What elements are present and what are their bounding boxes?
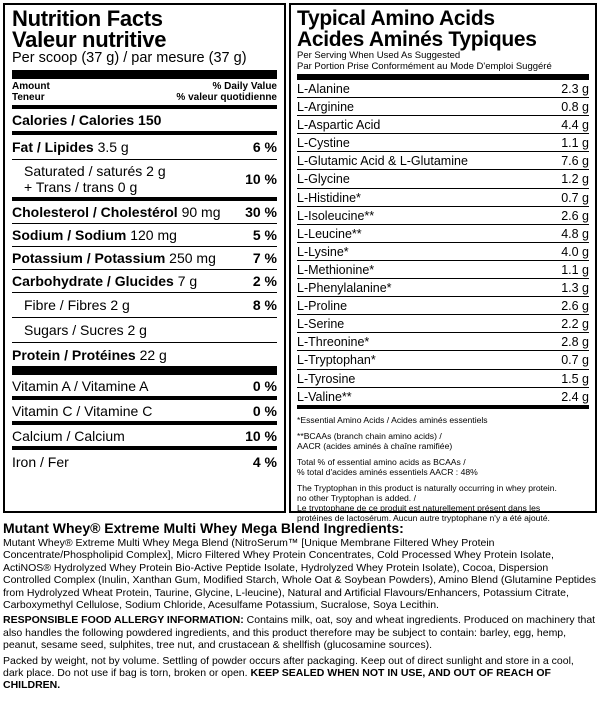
nutrition-title-fr: Valeur nutritive [12, 27, 167, 52]
ingredients-body: Mutant Whey® Extreme Multi Whey Mega Blend (NitroSerum™ [Unique Membrane Filtered Whey Protein Concentrate/Phospholipid Complex], Micro Filtered Whey Protein Concentrates, Cold Processed Whey Protein Isolate, ActiNOS® Hydrolyzed Whey Protein Bio-Active Peptide Isolate, Hydrolyzed Whey Protein Isolate), Cocoa, Dispersion Controlled Complex (Inulin, Xanthan Gum, Modified Starch, Whole Oat & Soybean Powders), Amino Blend (Glutamine Peptides from Hydrolyzed Wheat Protein, Taurine, Glycine, L-leucine), Natural and Artificial Flavours/Enhancers, Potassium Citrate, Carboxymethyl Cellulose, Sodium Chloride, Acesulfame Potassium, Sucralose, Soya Lecithin. [3, 537, 596, 612]
amino-name: L-Leucine** [297, 226, 362, 241]
amino-name: L-Isoleucine** [297, 208, 375, 223]
protein-amount: 22 g [139, 346, 167, 363]
amino-value: 1.1 g [561, 136, 589, 151]
amino-row [297, 315, 589, 333]
footnote-essential: *Essential Amino Acids / Acides aminés essentiels [297, 414, 488, 425]
amino-name: L-Lysine* [297, 244, 349, 259]
amino-name: L-Methionine* [297, 262, 375, 277]
amino-value: 2.4 g [561, 389, 589, 404]
carbohydrate-row [12, 270, 277, 293]
amino-name: L-Tryptophan* [297, 353, 376, 368]
trans-line: + Trans / trans 0 g [24, 178, 138, 195]
allergy-body: Contains milk, oat, soy and wheat ingredients. Produced on machinery that also handles the following powdered ingredients, and this product therefore may be subject to contain: barley, egg, hemp, peanut, sesame seed, sulphites, tree nut, and crustacean & shellfish (glucosamine sources). [3, 614, 596, 652]
footnote-bcaa-line2: AACR (acides aminés à chaîne ramifiée) [297, 440, 453, 451]
potassium-row [12, 247, 277, 270]
amino-value: 0.8 g [561, 100, 589, 115]
amino-name: L-Threonine* [297, 335, 370, 350]
amino-value: 2.2 g [561, 317, 589, 332]
footnote-bcaa-line1: **BCAAs (branch chain amino acids) / [297, 430, 442, 441]
amino-footnotes [297, 415, 589, 523]
chol-label: Cholesterol / Cholestérol [12, 204, 178, 220]
amino-name: L-Aspartic Acid [297, 118, 381, 133]
amino-row [297, 351, 589, 369]
footnote-total-line2: % total d'acides aminés essentiels AACR : 48% [297, 466, 478, 477]
amino-row [297, 170, 589, 188]
amino-value: 2.3 g [561, 82, 589, 96]
amino-value: 1.2 g [561, 172, 589, 187]
amino-row [297, 80, 589, 98]
calories-label: Calories / Calories 150 [12, 112, 162, 128]
calcium-pct: 10 % [245, 427, 277, 444]
carb-pct: 2 % [252, 273, 277, 289]
ingredients-title: Mutant Whey® Extreme Multi Whey Mega Blend Ingredients: [3, 520, 404, 536]
amino-value: 2.8 g [561, 335, 589, 350]
amino-title-fr: Acides Aminés Typiques [297, 28, 537, 51]
sodium-amount: 120 mg [130, 227, 177, 243]
ingredients-section [3, 519, 597, 695]
footnote-total [297, 457, 589, 477]
calories-row [12, 109, 277, 135]
sodium-label: Sodium / Sodium [12, 227, 127, 243]
amino-name: L-Valine** [297, 389, 352, 404]
packing-body: Packed by weight, not by volume. Settling of powder occurs after packaging. Keep out of direct sunlight and store in a cool, dark place. Do not use if bag is torn, broken or open. [3, 654, 574, 680]
amino-row [297, 388, 589, 409]
saturated-pct: 10 % [245, 170, 277, 187]
amino-name: L-Phenylalanine* [297, 281, 392, 296]
footnote-tryptophan-line4: protéines de lactosérum. Aucun autre tryptophane n'y a été ajouté. [297, 512, 550, 523]
fat-pct: 6 % [252, 139, 277, 155]
iron-pct: 4 % [252, 454, 277, 470]
amino-table [297, 80, 589, 409]
potassium-label: Potassium / Potassium [12, 250, 166, 266]
calcium-label: Calcium / Calcium [12, 427, 125, 444]
amino-subtitle-en: Per Serving When Used As Suggested [297, 50, 461, 61]
amino-value: 0.7 g [561, 190, 589, 205]
amino-name: L-Histidine* [297, 190, 361, 205]
amino-value: 1.1 g [561, 262, 589, 277]
footnote-bcaa [297, 431, 589, 451]
fibre-label: Fibre / Fibres 2 g [24, 297, 130, 313]
header-teneur: Teneur [12, 92, 45, 103]
amino-value: 7.6 g [561, 154, 589, 169]
carb-amount: 7 g [177, 273, 198, 289]
amino-name: L-Arginine [297, 100, 354, 115]
fibre-pct: 8 % [252, 297, 277, 313]
chol-amount: 90 mg [181, 204, 221, 220]
nutrition-title-en: Nutrition Facts [12, 6, 163, 31]
nutrition-header [12, 79, 277, 109]
amino-name: L-Proline [297, 299, 348, 314]
amino-value: 2.6 g [561, 208, 589, 223]
footnote-tryptophan-line1: The Tryptophan in this product is naturally occurring in whey protein. [297, 482, 557, 493]
fat-row [12, 135, 277, 160]
amino-value: 0.7 g [561, 353, 589, 368]
serving-size: Per scoop (37 g) / par mesure (37 g) [12, 50, 277, 79]
vitamin-c-row [12, 400, 277, 425]
header-vq: % valeur quotidienne [176, 92, 277, 103]
saturated-line: Saturated / saturés 2 g [24, 162, 166, 179]
allergy-info [3, 614, 597, 651]
fat-label: Fat / Lipides [12, 139, 94, 155]
amino-row [297, 116, 589, 134]
fibre-row [12, 293, 277, 318]
potassium-pct: 7 % [252, 250, 277, 266]
calcium-row [12, 425, 277, 450]
amino-name: L-Serine [297, 317, 345, 332]
amino-row [297, 152, 589, 170]
amino-title-en: Typical Amino Acids [297, 7, 495, 30]
amino-value: 1.3 g [561, 281, 589, 296]
protein-row [12, 343, 277, 375]
amino-name: L-Glutamic Acid & L-Glutamine [297, 154, 468, 169]
footnote-tryptophan [297, 483, 589, 523]
amino-row [297, 333, 589, 351]
amino-name: L-Tyrosine [297, 371, 356, 386]
vitamin-a-label: Vitamin A / Vitamine A [12, 377, 149, 394]
amino-name: L-Glycine [297, 172, 350, 187]
packing-warning: KEEP SEALED WHEN NOT IN USE, AND OUT OF REACH OF CHILDREN. [3, 667, 551, 692]
saturated-row [12, 160, 277, 201]
chol-pct: 30 % [245, 204, 277, 220]
footnote-tryptophan-line2: no other Tryptophan is added. / [297, 492, 416, 503]
vitamin-c-label: Vitamin C / Vitamine C [12, 402, 153, 419]
amino-row [297, 279, 589, 297]
amino-value: 2.6 g [561, 299, 589, 314]
cholesterol-row [12, 201, 277, 224]
amino-row [297, 134, 589, 152]
amino-row [297, 225, 589, 243]
nutrition-facts-panel [3, 3, 286, 513]
allergy-title: RESPONSIBLE FOOD ALLERGY INFORMATION: [3, 614, 244, 627]
sugars-label: Sugars / Sucres 2 g [24, 322, 147, 338]
amino-value: 4.8 g [561, 226, 589, 241]
header-dv: % Daily Value [212, 81, 277, 92]
iron-row [12, 450, 277, 474]
amino-row [297, 189, 589, 207]
header-amount: Amount [12, 81, 50, 92]
amino-value: 4.0 g [561, 244, 589, 259]
amino-row [297, 297, 589, 315]
sodium-row [12, 224, 277, 247]
vitamin-a-row [12, 375, 277, 400]
fat-amount: 3.5 g [97, 139, 129, 155]
amino-row [297, 243, 589, 261]
amino-row [297, 98, 589, 116]
amino-row [297, 207, 589, 225]
vitamin-a-pct: 0 % [252, 377, 277, 394]
carb-label: Carbohydrate / Glucides [12, 273, 174, 289]
amino-row [297, 370, 589, 388]
sodium-pct: 5 % [252, 227, 277, 243]
potassium-amount: 250 mg [169, 250, 216, 266]
protein-label: Protein / Protéines [12, 346, 136, 363]
footnote-total-line1: Total % of essential amino acids as BCAAs / [297, 456, 466, 467]
amino-value: 1.5 g [561, 371, 589, 386]
amino-name: L-Cystine [297, 136, 350, 151]
amino-acids-panel [289, 3, 597, 523]
footnote-tryptophan-line3: Le tryptophane de ce produit est naturellement présent dans les [297, 502, 541, 513]
amino-row [297, 261, 589, 279]
sugars-row [12, 318, 277, 343]
amino-value: 4.4 g [561, 118, 589, 133]
amino-name: L-Alanine [297, 82, 350, 96]
vitamin-c-pct: 0 % [252, 402, 277, 419]
packing-info [3, 655, 597, 692]
amino-subtitle-fr: Par Portion Prise Conformément au Mode D'emploi Suggéré [297, 61, 589, 80]
iron-label: Iron / Fer [12, 454, 69, 470]
